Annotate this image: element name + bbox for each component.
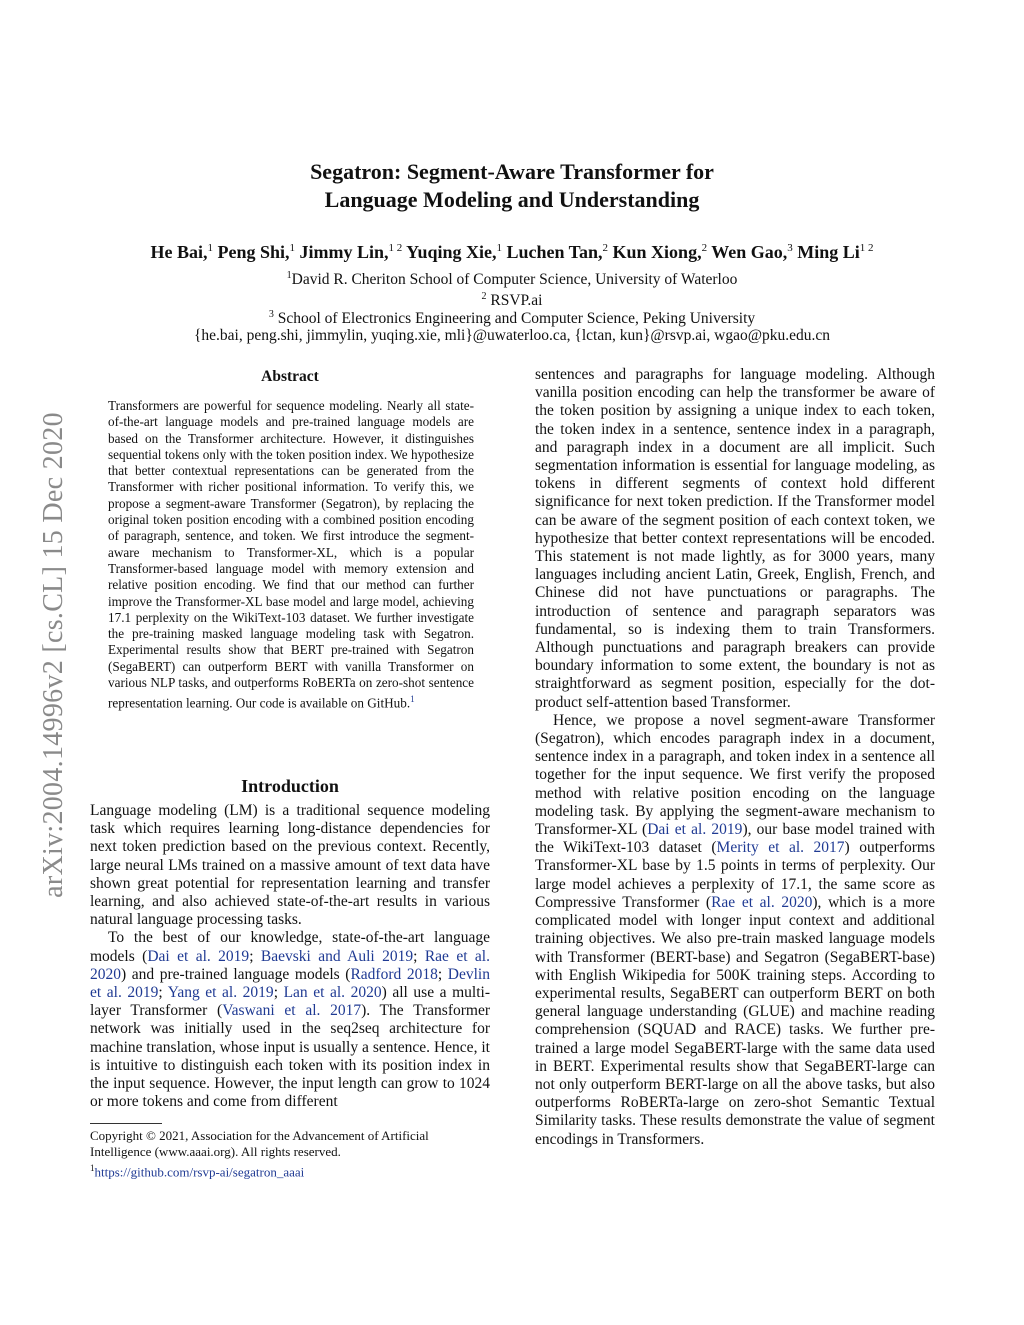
author: Kun Xiong,$^2$ xyxy=(612,242,708,262)
citation-link[interactable]: Lan et al. 2020 xyxy=(283,984,382,1002)
right-paragraph-2: Hence, we propose a novel segment-aware Transformer (Segatron), which encodes paragraph index in a document, sentence index in a paragraph, and token index in a sentence all together for the input sequence. We first verify the proposed method with relative position encoding on the language modeling task. By applying the segment-aware mechanism to Transformer-XL (Dai et al. 2019), our base model trained with the WikiText-103 dataset (Merity et al. 2017) outperforms Transformer-XL base by 1.5 points in terms of perplexity. Our large model achieves a perplexity of 17.1, the same score as Compressive Transformer (Rae et al. 2020), which is a more complicated model with longer input context and additional training objectives. We also pre-train masked language models with Transformer (BERT-base) and Segatron (SegaBERT-base) with English Wikipedia for 500K training steps. According to experimental results, SegaBERT can outperform BERT on both general language understanding (GLUE) and machine reading comprehension (SQUAD and RACE) tasks. We further pre-trained a large model SegaBERT-large with the same data used in BERT. Experimental results show that SegaBERT-large can not only outperform BERT-large on all the above tasks, but also outperforms RoBERTa-large on zero-shot Semantic Textual Similarity tasks. These results demonstrate the value of segment encodings in Transformers. xyxy=(535,711,935,1148)
copyright-notice: Copyright © 2021, Association for the Advancement of Artificial Intelligence (www.aaai.org). All rights reserved. xyxy=(90,1128,429,1159)
affiliation-rsvp: $^2$ RSVP.ai xyxy=(481,291,543,310)
affiliation-waterloo: $^1$David R. Cheriton School of Computer Science, University of Waterloo xyxy=(286,270,738,289)
right-column xyxy=(535,366,935,1149)
paper-title xyxy=(0,158,1024,214)
author: Ming $Li^{1 2}$ xyxy=(797,242,874,262)
citation-link[interactable]: Merity et al. 2017 xyxy=(716,839,845,857)
citation-link[interactable]: Radford 2018 xyxy=(350,965,438,983)
affiliation-pku: $^3$ School of Electronics Engineering and Computer Science, Peking University xyxy=(268,309,756,328)
footnotes xyxy=(90,1128,490,1180)
abstract-heading: Abstract xyxy=(261,368,319,385)
citation-link[interactable]: Yang et al. 2019 xyxy=(167,984,274,1002)
intro-paragraph-1: Language modeling (LM) is a traditional sequence modeling task which requires learning long-distance dependencies for next token prediction based on the previous context. Recently, large neural LMs trained on a massive amount of text data have shown great potential for representation learning and transfer learning, and also achieved state-of-the-art results in various natural language processing tasks. xyxy=(90,802,490,929)
citation-link[interactable]: Dai et al. 2019 xyxy=(147,947,250,965)
author-emails: {he.bai, peng.shi, jimmylin, yuqing.xie, mli}@uwaterloo.ca, {lctan, kun}@rsvp.ai, wgao@pku.edu.cn xyxy=(193,327,831,344)
author: Yuqing Xie,$^1$ xyxy=(406,242,502,262)
footnote-1: $^1$https://github.com/rsvp-ai/segatron_aaai xyxy=(90,1163,305,1180)
author: Jimmy Lin,$^{1 2}$ xyxy=(299,242,403,262)
arxiv-identifier: arXiv:2004.14996v2 [cs.CL] 15 Dec 2020 xyxy=(38,412,69,898)
citation-link[interactable]: Rae et al. 2020 xyxy=(711,893,813,911)
footnote-ref[interactable]: 1 xyxy=(410,694,415,705)
section-heading-introduction: Introduction xyxy=(241,776,339,796)
title-line-2: Language Modeling and Understanding xyxy=(324,187,700,212)
abstract-body: Transformers are powerful for sequence modeling. Nearly all state-of-the-art language models and pre-trained language models are based on the Transformer architecture. However, it distinguishes sequential tokens only with the token position index. We hypothesize that better contextual representations can be generated from the Transformer with richer positional information. To verify this, we propose a segment-aware Transformer (Segatron), by replacing the original token position encoding with a combined position encoding of paragraph, sentence, and token. We first introduce the segment-aware mechanism to Transformer-XL, which is a popular Transformer-based language model with memory extension and relative position encoding. We find that our method can further improve the Transformer-XL base model and large model, achieving 17.1 perplexity on the WikiText-103 dataset. We further investigate the pre-training masked language modeling task with Segatron. Experimental results show that BERT pre-trained with Segatron (SegaBERT) can outperform BERT with vanilla Transformer on various NLP tasks, and outperforms RoBERTa on zero-shot sentence representation learning. Our code is available on GitHub.$^1$ xyxy=(108,398,474,711)
citation-link[interactable]: Vaswani et al. 2017 xyxy=(222,1002,362,1020)
right-paragraph-1: sentences and paragraphs for language modeling. Although vanilla position encoding can help the transformer be aware of the token position by assigning a unique index to each token, the token index in a sentence, sentence index in a paragraph, and paragraph index in a document are all implicit. Such segmentation information is essential for language modeling, as tokens in different segments of context hold different significance for next token prediction. If the Transformer model can be aware of the segment position of each context token, we hypothesize that better context representations will be encoded. This statement is not made lightly, as for 3000 years, many languages including ancient Latin, Greek, English, French, and Chinese did not have punctuations or paragraphs. The introduction of sentence and paragraph separators was fundamental, so is indexing them to train Transformers. Although punctuations and paragraph breakers can provide boundary information to some extent, the boundary is not as straightforward as segment position, especially for the dot-product self-attention based Transformer. xyxy=(535,366,935,711)
citation-link[interactable]: Baevski and Auli 2019 xyxy=(260,947,414,965)
author: Luchen Tan,$^2$ xyxy=(506,242,609,262)
author: Wen Gao,$^3$ xyxy=(711,242,793,262)
title-line-1: Segatron: Segment-Aware Transformer for xyxy=(310,159,714,184)
introduction-left-column xyxy=(90,802,490,1111)
author: He Bai,$^1$ xyxy=(150,242,213,262)
citation-link[interactable]: Devlin et al. 2019 xyxy=(90,965,490,1002)
citation-link[interactable]: Dai et al. 2019 xyxy=(647,821,743,839)
github-link[interactable]: https://github.com/rsvp-ai/segatron_aaai xyxy=(94,1164,305,1180)
author: Peng Shi,$^1$ xyxy=(217,242,295,262)
citation-link[interactable]: Rae et al. 2020 xyxy=(90,947,490,983)
footnote-divider xyxy=(90,1123,162,1124)
intro-paragraph-2: To the best of our knowledge, state-of-the-art language models (Dai et al. 2019; Baevski and Auli 2019; Rae et al. 2020) and pre-trained language models (Radford 2018; Devlin et al. 2019; Yang et al. 2019; Lan et al. 2020) all use a multi-layer Transformer (Vaswani et al. 2017). The Transformer network was initially used in the seq2seq architecture for machine translation, whose input is usually a sentence. Hence, it is intuitive to distinguish each token with its position index in the input sequence. However, the input length can grow to 1024 or more tokens and come from different xyxy=(90,929,491,1111)
author-list xyxy=(0,236,1024,264)
